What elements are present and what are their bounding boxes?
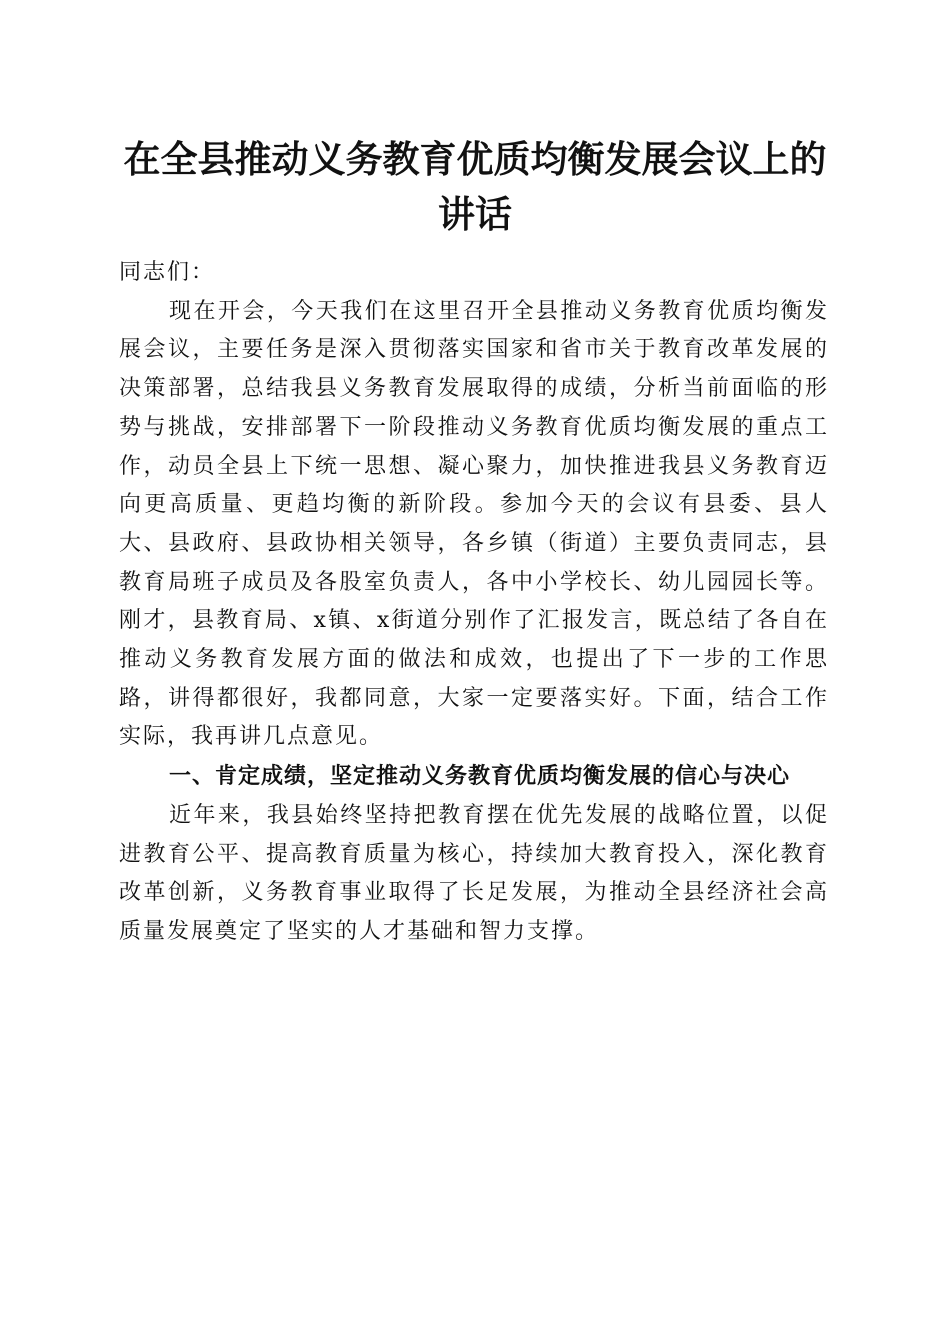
greeting: 同志们： [119,260,216,285]
section-paragraph: 近年来，我县始终坚持把教育摆在优先发展的战略位置，以促进教育公平、提高教育质量为核心，持续加大教育投入，深化教育改革创新，义务教育事业取得了长足发展，为推动全县经济社会高质量发展奠定了坚实的人才基础和智力支撑。 [119,802,829,944]
document-title: 在全县推动义务教育优质均衡发展会议上的讲话 [123,137,827,236]
intro-paragraph: 现在开会，今天我们在这里召开全县推动义务教育优质均衡发展会议，主要任务是深入贯彻落实国家和省市关于教育改革发展的决策部署，总结我县义务教育发展取得的成绩，分析当前面临的形势与挑战，安排部署下一阶段推动义务教育优质均衡发展的重点工作，动员全县上下统一思想、凝心聚力，加快推进我县义务教育迈向更高质量、更趋均衡的新阶段。参加今天的会议有县委、县人大、县政府、县政协相关领导，各乡镇（街道）主要负责同志，县教育局班子成员及各股室负责人，各中小学校长、幼儿园园长等。刚才，县教育局、x镇、x街道分别作了汇报发言，既总结了各自在推动义务教育发展方面的做法和成效，也提出了下一步的工作思路，讲得都很好，我都同意，大家一定要落实好。下面，结合工作实际，我再讲几点意见。 [119,298,829,750]
section-heading: 一、肯定成绩，坚定推动义务教育优质均衡发展的信心与决心 [169,764,791,790]
document-body [119,254,829,952]
